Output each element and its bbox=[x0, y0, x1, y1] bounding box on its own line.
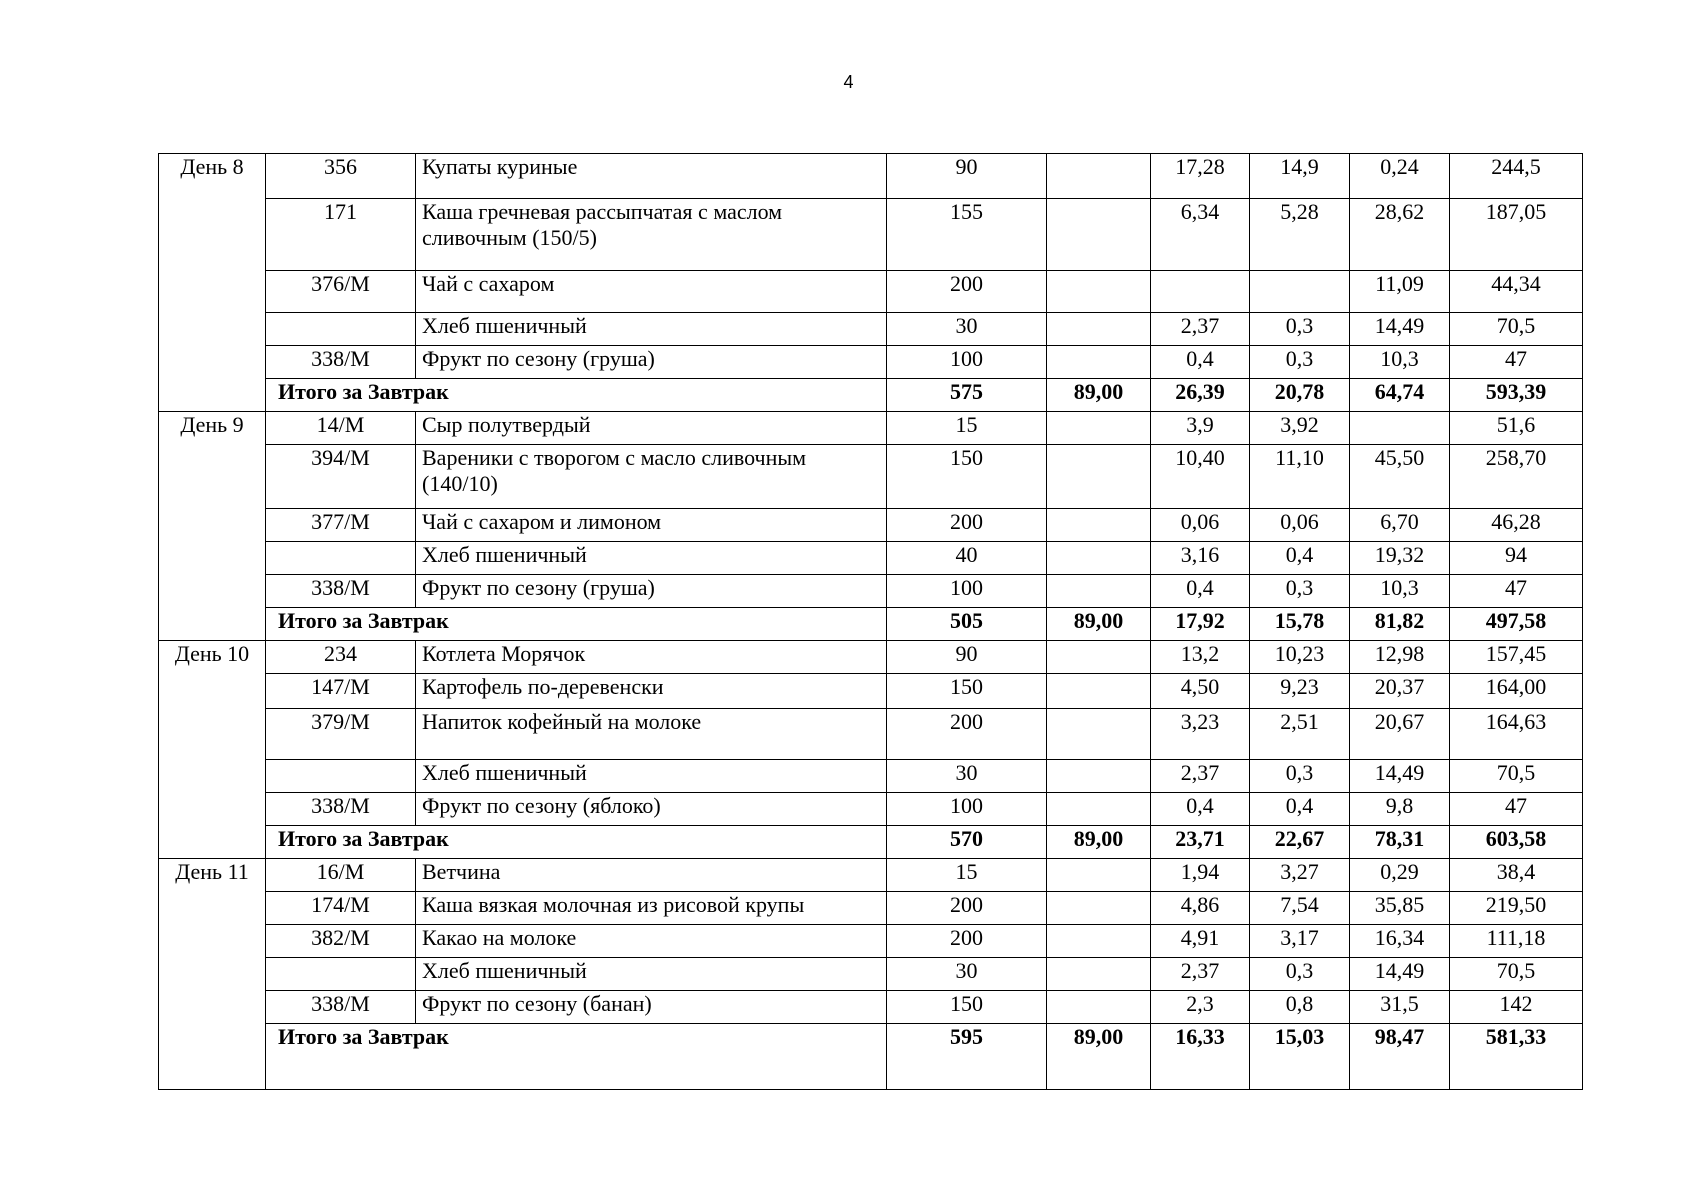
recipe-code: 338/М bbox=[266, 346, 416, 379]
carbs-value: 45,50 bbox=[1350, 445, 1450, 509]
carbs-value: 14,49 bbox=[1350, 313, 1450, 346]
fat-value: 3,27 bbox=[1250, 859, 1350, 892]
menu-item-row bbox=[159, 313, 1583, 346]
menu-item-row bbox=[159, 575, 1583, 608]
protein-value: 2,3 bbox=[1151, 991, 1250, 1024]
total-price: 89,00 bbox=[1047, 379, 1151, 412]
energy-value: 187,05 bbox=[1450, 199, 1583, 271]
total-protein: 17,92 bbox=[1151, 608, 1250, 641]
carbs-value: 12,98 bbox=[1350, 641, 1450, 674]
protein-value: 3,23 bbox=[1151, 709, 1250, 760]
energy-value: 44,34 bbox=[1450, 271, 1583, 313]
energy-value: 38,4 bbox=[1450, 859, 1583, 892]
recipe-code: 394/М bbox=[266, 445, 416, 509]
dish-name: Хлеб пшеничный bbox=[416, 958, 887, 991]
price bbox=[1047, 575, 1151, 608]
total-energy: 593,39 bbox=[1450, 379, 1583, 412]
total-fat: 20,78 bbox=[1250, 379, 1350, 412]
portion-weight: 200 bbox=[887, 271, 1047, 313]
fat-value: 5,28 bbox=[1250, 199, 1350, 271]
carbs-value: 28,62 bbox=[1350, 199, 1450, 271]
carbs-value: 19,32 bbox=[1350, 542, 1450, 575]
fat-value: 0,4 bbox=[1250, 793, 1350, 826]
dish-name: Каша гречневая рассыпчатая с маслом сливочным (150/5) bbox=[416, 199, 887, 271]
carbs-value: 20,37 bbox=[1350, 674, 1450, 709]
dish-name: Сыр полутвердый bbox=[416, 412, 887, 445]
dish-name: Фрукт по сезону (груша) bbox=[416, 575, 887, 608]
fat-value: 9,23 bbox=[1250, 674, 1350, 709]
menu-item-row bbox=[159, 892, 1583, 925]
energy-value: 47 bbox=[1450, 793, 1583, 826]
dish-name: Фрукт по сезону (банан) bbox=[416, 991, 887, 1024]
total-fat: 15,03 bbox=[1250, 1024, 1350, 1090]
price bbox=[1047, 445, 1151, 509]
day-label: День 10 bbox=[159, 641, 266, 859]
recipe-code: 379/М bbox=[266, 709, 416, 760]
carbs-value: 35,85 bbox=[1350, 892, 1450, 925]
recipe-code bbox=[266, 313, 416, 346]
carbs-value: 10,3 bbox=[1350, 346, 1450, 379]
portion-weight: 200 bbox=[887, 925, 1047, 958]
protein-value: 2,37 bbox=[1151, 313, 1250, 346]
fat-value: 10,23 bbox=[1250, 641, 1350, 674]
recipe-code: 377/М bbox=[266, 509, 416, 542]
total-carbs: 78,31 bbox=[1350, 826, 1450, 859]
protein-value: 0,4 bbox=[1151, 346, 1250, 379]
total-row bbox=[159, 379, 1583, 412]
protein-value: 2,37 bbox=[1151, 958, 1250, 991]
price bbox=[1047, 793, 1151, 826]
recipe-code: 234 bbox=[266, 641, 416, 674]
recipe-code: 338/М bbox=[266, 575, 416, 608]
recipe-code bbox=[266, 542, 416, 575]
total-carbs: 64,74 bbox=[1350, 379, 1450, 412]
day-label: День 9 bbox=[159, 412, 266, 641]
protein-value: 4,50 bbox=[1151, 674, 1250, 709]
total-carbs: 81,82 bbox=[1350, 608, 1450, 641]
energy-value: 164,63 bbox=[1450, 709, 1583, 760]
carbs-value: 6,70 bbox=[1350, 509, 1450, 542]
portion-weight: 15 bbox=[887, 412, 1047, 445]
energy-value: 47 bbox=[1450, 346, 1583, 379]
total-fat: 15,78 bbox=[1250, 608, 1350, 641]
carbs-value: 10,3 bbox=[1350, 575, 1450, 608]
menu-item-row bbox=[159, 509, 1583, 542]
carbs-value: 31,5 bbox=[1350, 991, 1450, 1024]
total-label: Итого за Завтрак bbox=[266, 608, 887, 641]
portion-weight: 90 bbox=[887, 154, 1047, 199]
protein-value: 13,2 bbox=[1151, 641, 1250, 674]
total-row bbox=[159, 826, 1583, 859]
dish-name: Картофель по-деревенски bbox=[416, 674, 887, 709]
price bbox=[1047, 958, 1151, 991]
menu-item-row bbox=[159, 271, 1583, 313]
carbs-value: 11,09 bbox=[1350, 271, 1450, 313]
carbs-value: 20,67 bbox=[1350, 709, 1450, 760]
price bbox=[1047, 509, 1151, 542]
menu-item-row bbox=[159, 709, 1583, 760]
energy-value: 70,5 bbox=[1450, 760, 1583, 793]
dish-name: Хлеб пшеничный bbox=[416, 542, 887, 575]
price bbox=[1047, 892, 1151, 925]
menu-item-row bbox=[159, 925, 1583, 958]
protein-value: 4,91 bbox=[1151, 925, 1250, 958]
energy-value: 70,5 bbox=[1450, 313, 1583, 346]
carbs-value: 0,29 bbox=[1350, 859, 1450, 892]
price bbox=[1047, 674, 1151, 709]
dish-name: Напиток кофейный на молоке bbox=[416, 709, 887, 760]
portion-weight: 100 bbox=[887, 793, 1047, 826]
dish-name: Хлеб пшеничный bbox=[416, 313, 887, 346]
fat-value: 0,06 bbox=[1250, 509, 1350, 542]
recipe-code bbox=[266, 760, 416, 793]
recipe-code: 382/М bbox=[266, 925, 416, 958]
fat-value: 11,10 bbox=[1250, 445, 1350, 509]
portion-weight: 155 bbox=[887, 199, 1047, 271]
page-number: 4 bbox=[843, 72, 854, 92]
energy-value: 111,18 bbox=[1450, 925, 1583, 958]
dish-name: Фрукт по сезону (яблоко) bbox=[416, 793, 887, 826]
carbs-value bbox=[1350, 412, 1450, 445]
total-label: Итого за Завтрак bbox=[266, 379, 887, 412]
total-weight: 570 bbox=[887, 826, 1047, 859]
price bbox=[1047, 641, 1151, 674]
portion-weight: 40 bbox=[887, 542, 1047, 575]
recipe-code bbox=[266, 958, 416, 991]
portion-weight: 100 bbox=[887, 346, 1047, 379]
recipe-code: 376/М bbox=[266, 271, 416, 313]
fat-value: 2,51 bbox=[1250, 709, 1350, 760]
carbs-value: 9,8 bbox=[1350, 793, 1450, 826]
price bbox=[1047, 991, 1151, 1024]
menu-item-row bbox=[159, 154, 1583, 199]
recipe-code: 16/М bbox=[266, 859, 416, 892]
protein-value: 0,06 bbox=[1151, 509, 1250, 542]
dish-name: Чай с сахаром bbox=[416, 271, 887, 313]
price bbox=[1047, 154, 1151, 199]
menu-item-row bbox=[159, 199, 1583, 271]
portion-weight: 100 bbox=[887, 575, 1047, 608]
energy-value: 164,00 bbox=[1450, 674, 1583, 709]
dish-name: Каша вязкая молочная из рисовой крупы bbox=[416, 892, 887, 925]
portion-weight: 90 bbox=[887, 641, 1047, 674]
fat-value bbox=[1250, 271, 1350, 313]
total-weight: 595 bbox=[887, 1024, 1047, 1090]
portion-weight: 150 bbox=[887, 674, 1047, 709]
protein-value: 10,40 bbox=[1151, 445, 1250, 509]
total-carbs: 98,47 bbox=[1350, 1024, 1450, 1090]
protein-value: 6,34 bbox=[1151, 199, 1250, 271]
energy-value: 47 bbox=[1450, 575, 1583, 608]
fat-value: 3,17 bbox=[1250, 925, 1350, 958]
fat-value: 3,92 bbox=[1250, 412, 1350, 445]
total-price: 89,00 bbox=[1047, 1024, 1151, 1090]
energy-value: 258,70 bbox=[1450, 445, 1583, 509]
portion-weight: 200 bbox=[887, 709, 1047, 760]
price bbox=[1047, 346, 1151, 379]
total-energy: 497,58 bbox=[1450, 608, 1583, 641]
fat-value: 0,3 bbox=[1250, 313, 1350, 346]
price bbox=[1047, 271, 1151, 313]
energy-value: 142 bbox=[1450, 991, 1583, 1024]
fat-value: 0,8 bbox=[1250, 991, 1350, 1024]
recipe-code: 338/М bbox=[266, 991, 416, 1024]
carbs-value: 14,49 bbox=[1350, 760, 1450, 793]
energy-value: 46,28 bbox=[1450, 509, 1583, 542]
menu-item-row bbox=[159, 412, 1583, 445]
energy-value: 70,5 bbox=[1450, 958, 1583, 991]
fat-value: 0,3 bbox=[1250, 346, 1350, 379]
energy-value: 244,5 bbox=[1450, 154, 1583, 199]
menu-item-row bbox=[159, 859, 1583, 892]
price bbox=[1047, 709, 1151, 760]
fat-value: 14,9 bbox=[1250, 154, 1350, 199]
fat-value: 0,3 bbox=[1250, 760, 1350, 793]
dish-name: Какао на молоке bbox=[416, 925, 887, 958]
portion-weight: 150 bbox=[887, 991, 1047, 1024]
protein-value: 0,4 bbox=[1151, 793, 1250, 826]
recipe-code: 171 bbox=[266, 199, 416, 271]
menu-item-row bbox=[159, 958, 1583, 991]
total-label: Итого за Завтрак bbox=[266, 826, 887, 859]
menu-item-row bbox=[159, 760, 1583, 793]
dish-name: Фрукт по сезону (груша) bbox=[416, 346, 887, 379]
price bbox=[1047, 925, 1151, 958]
total-weight: 505 bbox=[887, 608, 1047, 641]
portion-weight: 15 bbox=[887, 859, 1047, 892]
day-label: День 8 bbox=[159, 154, 266, 412]
protein-value: 1,94 bbox=[1151, 859, 1250, 892]
protein-value: 17,28 bbox=[1151, 154, 1250, 199]
dish-name: Вареники с творогом с масло сливочным (140/10) bbox=[416, 445, 887, 509]
day-label: День 11 bbox=[159, 859, 266, 1090]
recipe-code: 356 bbox=[266, 154, 416, 199]
energy-value: 94 bbox=[1450, 542, 1583, 575]
price bbox=[1047, 199, 1151, 271]
carbs-value: 16,34 bbox=[1350, 925, 1450, 958]
total-label: Итого за Завтрак bbox=[266, 1024, 887, 1090]
total-fat: 22,67 bbox=[1250, 826, 1350, 859]
carbs-value: 14,49 bbox=[1350, 958, 1450, 991]
energy-value: 157,45 bbox=[1450, 641, 1583, 674]
fat-value: 0,4 bbox=[1250, 542, 1350, 575]
menu-item-row bbox=[159, 674, 1583, 709]
dish-name: Хлеб пшеничный bbox=[416, 760, 887, 793]
protein-value: 2,37 bbox=[1151, 760, 1250, 793]
total-row bbox=[159, 1024, 1583, 1090]
portion-weight: 30 bbox=[887, 958, 1047, 991]
total-protein: 26,39 bbox=[1151, 379, 1250, 412]
total-energy: 603,58 bbox=[1450, 826, 1583, 859]
protein-value: 4,86 bbox=[1151, 892, 1250, 925]
fat-value: 0,3 bbox=[1250, 958, 1350, 991]
menu-item-row bbox=[159, 793, 1583, 826]
menu-table-body bbox=[159, 154, 1583, 1090]
total-protein: 16,33 bbox=[1151, 1024, 1250, 1090]
carbs-value: 0,24 bbox=[1350, 154, 1450, 199]
recipe-code: 147/М bbox=[266, 674, 416, 709]
total-price: 89,00 bbox=[1047, 608, 1151, 641]
portion-weight: 30 bbox=[887, 313, 1047, 346]
menu-item-row bbox=[159, 542, 1583, 575]
dish-name: Купаты куриные bbox=[416, 154, 887, 199]
portion-weight: 150 bbox=[887, 445, 1047, 509]
total-weight: 575 bbox=[887, 379, 1047, 412]
protein-value: 0,4 bbox=[1151, 575, 1250, 608]
portion-weight: 30 bbox=[887, 760, 1047, 793]
total-row bbox=[159, 608, 1583, 641]
menu-item-row bbox=[159, 346, 1583, 379]
fat-value: 0,3 bbox=[1250, 575, 1350, 608]
menu-item-row bbox=[159, 991, 1583, 1024]
price bbox=[1047, 412, 1151, 445]
protein-value bbox=[1151, 271, 1250, 313]
total-price: 89,00 bbox=[1047, 826, 1151, 859]
dish-name: Чай с сахаром и лимоном bbox=[416, 509, 887, 542]
price bbox=[1047, 313, 1151, 346]
energy-value: 219,50 bbox=[1450, 892, 1583, 925]
total-protein: 23,71 bbox=[1151, 826, 1250, 859]
total-energy: 581,33 bbox=[1450, 1024, 1583, 1090]
dish-name: Ветчина bbox=[416, 859, 887, 892]
portion-weight: 200 bbox=[887, 892, 1047, 925]
protein-value: 3,9 bbox=[1151, 412, 1250, 445]
dish-name: Котлета Морячок bbox=[416, 641, 887, 674]
menu-item-row bbox=[159, 641, 1583, 674]
price bbox=[1047, 859, 1151, 892]
protein-value: 3,16 bbox=[1151, 542, 1250, 575]
menu-table bbox=[158, 153, 1583, 1090]
price bbox=[1047, 760, 1151, 793]
fat-value: 7,54 bbox=[1250, 892, 1350, 925]
energy-value: 51,6 bbox=[1450, 412, 1583, 445]
recipe-code: 174/М bbox=[266, 892, 416, 925]
recipe-code: 14/М bbox=[266, 412, 416, 445]
portion-weight: 200 bbox=[887, 509, 1047, 542]
recipe-code: 338/М bbox=[266, 793, 416, 826]
price bbox=[1047, 542, 1151, 575]
menu-item-row bbox=[159, 445, 1583, 509]
